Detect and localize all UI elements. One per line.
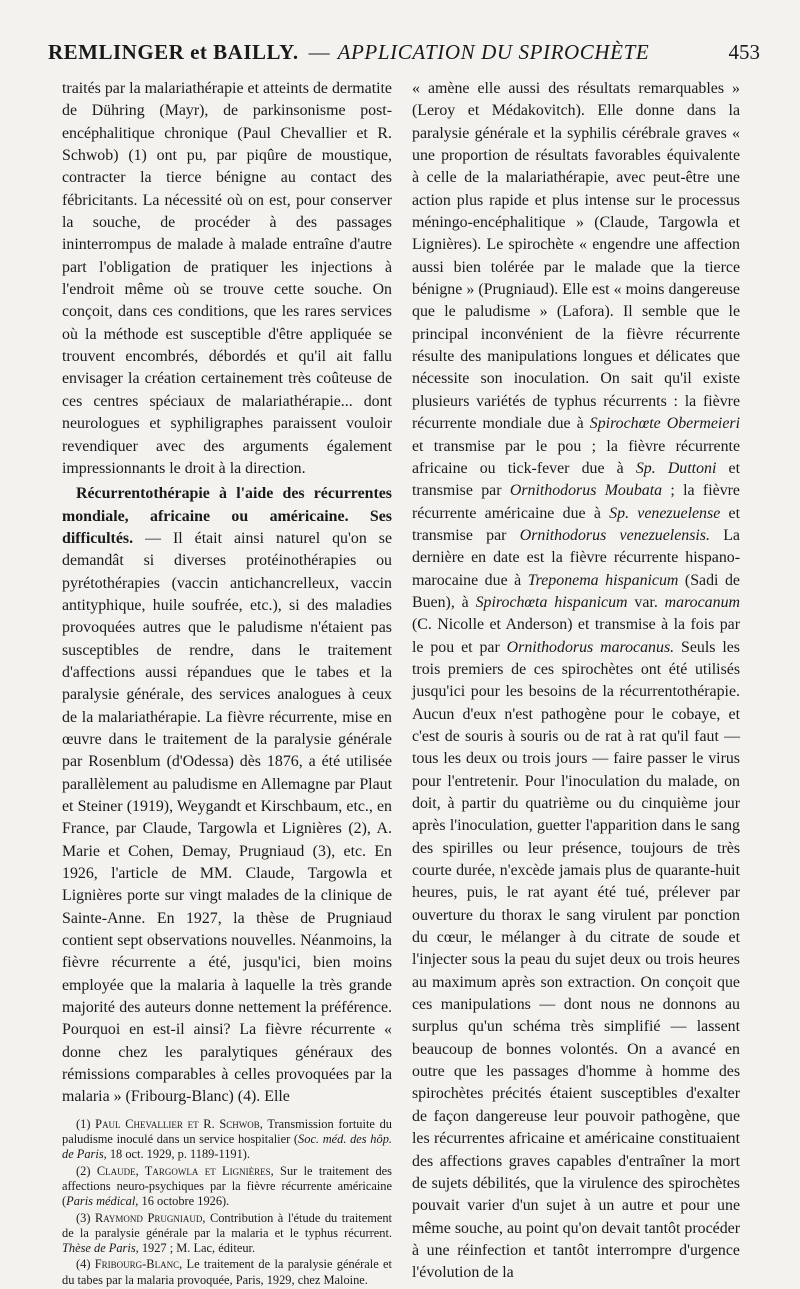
footnote-3: (3) Raymond Prugniaud, Contribution à l'étude du traitement de la paralysie générale par la malaria et le typhus récurrent. Thèse de Paris, 1927 ; M. Lac, éditeur. bbox=[62, 1210, 392, 1256]
footnote-authors: Raymond Prugniaud, bbox=[94, 1210, 206, 1225]
species-name: Sp. Duttoni bbox=[635, 459, 717, 477]
left-column bbox=[62, 78, 392, 1289]
species-name: Ornithodorus marocanus. bbox=[506, 638, 675, 656]
section-paragraph bbox=[62, 483, 392, 1109]
right-paragraph: « amène elle aussi des résultats remarquables » (Leroy et Médakovitch). Elle donne dans la paralysie générale et la syphilis cérébrale graves « une proportion de résultats favorables équivalente à celle de la malariathérapie, avec peut-être une action plus rapide et plus intense sur le processus méningo-encéphalitique » (Claude, Targowla et Lignières). Le spirochète « engendre une affection aussi bien tolérée par le malade que la tierce bénigne » (Prugniaud). Elle est « moins dangereuse que le paludisme » (Lafora). Il semble que le principal inconvénient de la fièvre récurrente résulte des manipulations longues et délicates que nécessite son inoculation. On sait qu'il existe plusieurs variétés de typhus récurrents : la fièvre récurrente mondiale due à Spirochœte Obermeieri et transmise par le pou ; la fièvre récurrente africaine ou tick-fever due à Sp. Duttoni et transmise par Ornithodorus Moubata ; la fièvre récurrente américaine due à Sp. venezuelense et transmise par Ornithodorus venezuelensis. La dernière en date est la fièvre récurrente hispano-marocaine due à Treponema hispanicum (Sadi de Buen), à Spirochœta hispanicum var. marocanum (C. Nicolle et Anderson) et transmise à la fois par le pou et par Ornithodorus marocanus. Seuls les trois premiers de ces spirochètes ont été utilisés jusqu'ici pour les besoins de la récurrentothérapie. Aucun d'eux n'est pathogène pour le cobaye, et c'est de souris à souris ou de rat à rat qu'il faut — tous les deux ou trois jours — faire passer le virus pour l'entretenir. Pour l'inoculation du malade, on doit, à partir du quatrième ou du cinquième jour après l'inoculation, guetter l'apparition dans le sang des spirilles ou leur présence, toujours de très courte durée, n'excède jamais plus de quarante-huit heures, puis, le rat ayant été tué, prélever par ouverture du thorax le sang virulent par ponction du cœur, le mélanger à du citrate de soude et l'injecter sous la peau du sujet deux ou trois heures au maximum après son extraction. On conçoit que ces manipulations — dont nous ne donnons au surplus qu'un schéma très simplifié — lassent beaucoup de bonnes volontés. On a avancé en outre que les passages d'homme à homme des spirochètes précités étaient susceptibles d'exalter de façon dangereuse leur pouvoir pathogène, que les récurrentes africaine et américaine constituaient des affections graves capables d'entraîner la mort de sujets débilités, que la virulence des spirochètes pouvait varier d'un sujet à un autre et pour une même souche, au point qu'on devait tantôt procéder à une réinfection et tantôt interrompre d'urgence l'évolution de la bbox=[412, 80, 740, 1282]
footnote-authors: Claude, Targowla et Lignières, bbox=[96, 1163, 274, 1178]
right-column bbox=[412, 78, 740, 1285]
species-name: Spirochœta hispanicum bbox=[475, 593, 628, 611]
species-name: Ornithodorus venezuelensis. bbox=[519, 526, 710, 544]
footnote-4: (4) Fribourg-Blanc, Le traitement de la paralysie générale et du tabes par la malaria provoquée, Paris, 1929, chez Maloine. bbox=[62, 1257, 392, 1287]
species-name: marocanum bbox=[664, 593, 740, 611]
header-dash: — bbox=[308, 40, 330, 64]
footnote-2: (2) Claude, Targowla et Lignières, Sur le traitement des affections neuro-psychiques par la fièvre récurrente américaine (Paris médical, 16 octobre 1926). bbox=[62, 1163, 392, 1209]
header-title: APPLICATION DU SPIROCHÈTE bbox=[337, 40, 650, 64]
running-header bbox=[48, 40, 760, 74]
footnote-authors: Paul Chevallier et R. Schwob, bbox=[95, 1116, 263, 1131]
species-name: Sp. venezuelense bbox=[609, 504, 721, 522]
footnote-1: (1) Paul Chevallier et R. Schwob, Transmission fortuite du paludisme inoculé dans un service hospitalier (Soc. méd. des hôp. de Paris, 18 oct. 1929, p. 1189-1191). bbox=[62, 1116, 392, 1162]
footnote-authors: Fribourg-Blanc, bbox=[94, 1257, 183, 1272]
header-authors: REMLINGER et BAILLY. bbox=[48, 40, 299, 64]
section-text: — Il était ainsi naturel qu'on se demandât si diverses protéinothérapies ou pyrétothérapies (vaccin antichancrelleux, vaccin antityphique, huile soufrée, etc.), si des maladies provoquées autres que le paludisme n'étaient pas susceptibles de rendre, dans le traitement d'affections aussi répandues que le tabes et la paralysie générale, des services analogues à ceux de la malariathérapie. La fièvre récurrente, mise en œuvre dans le traitement de la paralysie générale par Rosenblum (d'Odessa) dès 1876, a été utilisée parallèlement au paludisme en Allemagne par Plaut et Steiner (1919), Weygandt et Kirschbaum, etc., en France, par Claude, Targowla et Lignières (2), A. Marie et Cohen, Demay, Prugniaud (3), etc. En 1926, l'article de MM. Claude, Targowla et Lignières porte sur vingt malades de la clinique de Sainte-Anne. En 1927, la thèse de Prugniaud contient sept observations nouvelles. Néanmoins, la fièvre récurrente a été, jusqu'ici, bien moins employée que la malaria à laquelle la très grande majorité des auteurs donne nettement la préférence. Pourquoi en est-il ainsi? La fièvre récurrente « donne chez les paralytiques généraux des rémissions comparables à celles provoquées par la malaria » (Fribourg-Blanc) (4). Elle bbox=[62, 529, 392, 1106]
section-title: Récurrentothérapie à l'aide des récurrentes mondiale, africaine ou américaine. Ses difficultés. bbox=[62, 485, 392, 547]
footnotes bbox=[62, 1117, 392, 1288]
paragraph-continuation: traités par la malariathérapie et atteints de dermatite de Dühring (Mayr), de parkinsonisme post-encéphalitique chronique (Paul Chevallier et R. Schwob) (1) ont pu, par piqûre de moustique, contracter la tierce bénigne au contact des fébricitants. La nécessité où on est, pour conserver la souche, de procéder à des passages ininterrompus de malade à malade entraîne d'autre part l'obligation de pratiquer les injections à l'endroit même où se trouve cette souche. On conçoit, dans ces conditions, que les rares services où la méthode est susceptible d'être appliquée se trouvent encombrés, débordés et qu'il ait fallu envisager la création certainement très coûteuse de ces centres spéciaux de malariathérapie... dont neurologues et syphiligraphes paraissent vouloir revendiquer avec des arguments également impressionnants le droit à la direction. bbox=[62, 80, 392, 477]
page-number: 453 bbox=[728, 40, 760, 64]
species-name: Spirochœte Obermeieri bbox=[589, 415, 740, 433]
species-name: Treponema hispanicum bbox=[527, 571, 679, 589]
species-name: Ornithodorus Moubata bbox=[509, 482, 663, 500]
